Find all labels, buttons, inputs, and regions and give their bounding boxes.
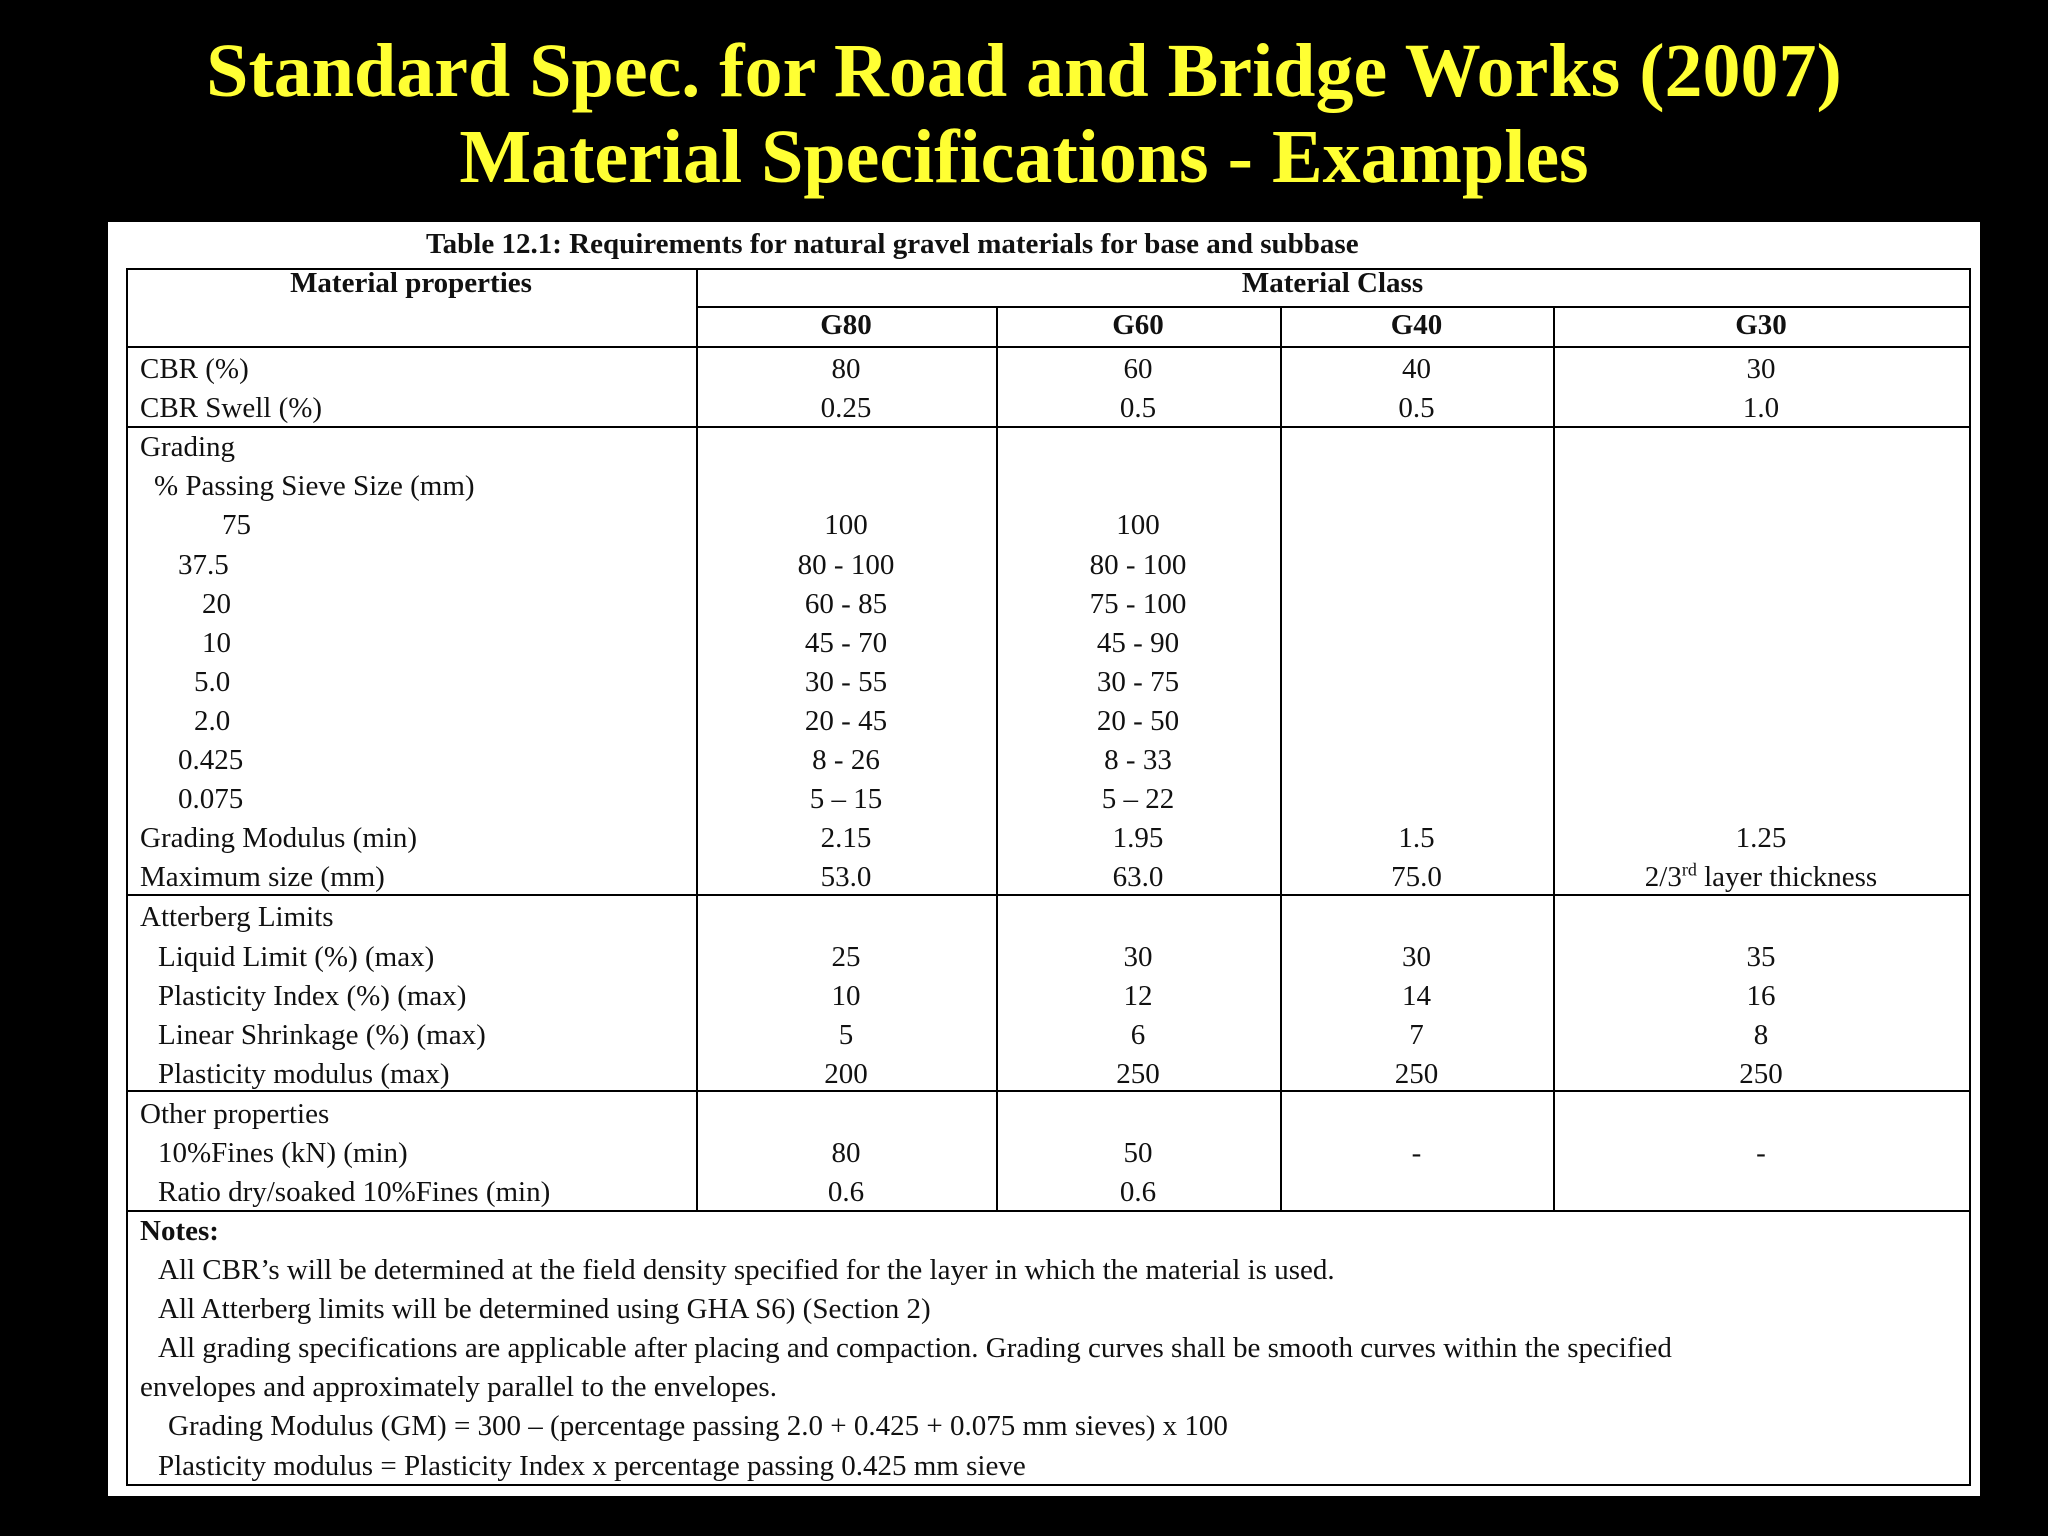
- row-label: 20: [202, 587, 231, 620]
- notes-heading: Notes:: [140, 1215, 219, 1247]
- table-cell: 250: [1116, 1057, 1160, 1090]
- table-cell: 25: [831, 940, 861, 973]
- row-label: CBR Swell (%): [140, 392, 323, 425]
- table-cell: 5 – 15: [809, 783, 883, 816]
- table-cell: 45 - 90: [1096, 626, 1180, 659]
- table-cell: 250: [1739, 1057, 1783, 1090]
- table-cell: 5 – 22: [1101, 783, 1175, 816]
- table-cell: 5: [838, 1018, 854, 1051]
- header-material-class: Material Class: [1241, 267, 1424, 299]
- slide-title-line-2: Material Specifications - Examples: [459, 115, 1589, 199]
- row-label: 0.075: [178, 783, 244, 816]
- table-cell: 35: [1746, 940, 1776, 973]
- header-bottom-rule: [126, 346, 1971, 348]
- table-cell: 20 - 45: [804, 704, 888, 737]
- header-class-g30: G30: [1735, 309, 1787, 341]
- table-cell: 80: [831, 1137, 861, 1169]
- g30-max-size-suffix: layer thickness: [1696, 861, 1878, 894]
- table-cell: 250: [1394, 1057, 1439, 1090]
- row-label: Plasticity Index (%) (max): [158, 979, 467, 1012]
- table-caption: Table 12.1: Requirements for natural gravel materials for base and subbase: [426, 228, 1359, 260]
- row-label: Plasticity modulus (max): [158, 1057, 450, 1090]
- table-cell: 45 - 70: [804, 626, 888, 659]
- table-cell: 10: [831, 979, 861, 1012]
- row-label: 75: [222, 509, 251, 542]
- spec-table-panel: [108, 222, 1980, 1496]
- row-label: Other properties: [140, 1097, 330, 1130]
- table-cell: 80: [831, 353, 861, 385]
- table-cell: 6: [1130, 1018, 1146, 1051]
- cell-g30-max-size: [1553, 858, 1969, 897]
- table-cell: 100: [824, 509, 868, 542]
- row-label: 0.425: [178, 744, 244, 776]
- row-label: Liquid Limit (%) (max): [158, 940, 435, 973]
- table-border-right: [1969, 268, 1971, 1486]
- table-cell: 1.5: [1398, 822, 1435, 855]
- table-cell: 30: [1402, 940, 1431, 973]
- table-cell: 30 - 75: [1096, 665, 1180, 698]
- table-cell: 30: [1123, 940, 1153, 973]
- slide-title-line-1: Standard Spec. for Road and Bridge Works (2007): [206, 29, 1842, 113]
- row-label: Grading Modulus (min): [140, 822, 418, 855]
- table-cell: 80 - 100: [797, 548, 895, 581]
- table-cell: 50: [1123, 1137, 1153, 1169]
- row-label: Atterberg Limits: [140, 901, 334, 934]
- table-cell: 0.25: [820, 392, 872, 425]
- header-material-properties: Material properties: [290, 267, 532, 299]
- table-cell: 63.0: [1112, 861, 1164, 894]
- row-label: CBR (%): [140, 353, 249, 385]
- notes-line: All Atterberg limits will be determined using GHA S6) (Section 2): [158, 1293, 931, 1326]
- table-cell: 40: [1402, 353, 1431, 385]
- table-cell: 60 - 85: [804, 587, 888, 620]
- table-cell: 200: [824, 1057, 868, 1090]
- notes-line: Plasticity modulus = Plasticity Index x percentage passing 0.425 mm sieve: [158, 1449, 1026, 1482]
- header-class-g80: G80: [820, 309, 872, 341]
- row-label: Maximum size (mm): [140, 861, 385, 894]
- table-cell: 75.0: [1391, 861, 1442, 894]
- table-cell: 8 - 26: [812, 744, 880, 776]
- table-cell: 2.15: [820, 822, 872, 855]
- table-cell: 1.0: [1742, 392, 1780, 425]
- row-label: 37.5: [178, 548, 229, 581]
- table-cell: 30 - 55: [804, 665, 888, 698]
- table-cell: 1.25: [1735, 822, 1787, 855]
- row-label: 10%Fines (kN) (min): [158, 1137, 408, 1169]
- row-label: 2.0: [194, 704, 231, 737]
- slide-title: [0, 28, 2048, 200]
- table-cell: 8 - 33: [1104, 744, 1172, 776]
- table-cell: 53.0: [820, 861, 872, 894]
- g30-max-size-superscript: rd: [1681, 859, 1697, 880]
- table-cell: 75 - 100: [1089, 587, 1187, 620]
- table-cell: 12: [1123, 979, 1153, 1012]
- table-cell: 0.5: [1119, 392, 1157, 425]
- table-cell: 60: [1123, 353, 1153, 385]
- header-class-g60: G60: [1112, 309, 1164, 341]
- notes-line: All grading specifications are applicable after placing and compaction. Grading curves shall be smooth curves within the specified: [158, 1332, 1672, 1365]
- row-label: Grading: [140, 431, 236, 464]
- row-label: Linear Shrinkage (%) (max): [158, 1018, 486, 1051]
- row-label: Ratio dry/soaked 10%Fines (min): [158, 1176, 551, 1209]
- table-cell: 30: [1746, 353, 1776, 385]
- notes-line: Grading Modulus (GM) = 300 – (percentage passing 2.0 + 0.425 + 0.075 mm sieves) x 100: [168, 1410, 1228, 1443]
- row-label: 5.0: [194, 665, 231, 698]
- table-cell: -: [1411, 1137, 1422, 1169]
- table-cell: 0.6: [1119, 1176, 1157, 1209]
- table-cell: 8: [1753, 1018, 1769, 1051]
- notes-line: All CBR’s will be determined at the field density specified for the layer in which the material is used.: [158, 1254, 1335, 1286]
- table-border-left: [126, 268, 128, 1486]
- row-label: % Passing Sieve Size (mm): [154, 470, 475, 503]
- g30-max-size-fraction: 2/3: [1644, 861, 1682, 894]
- table-cell: 0.5: [1398, 392, 1435, 425]
- table-cell: 16: [1746, 979, 1776, 1012]
- notes-line: envelopes and approximately parallel to the envelopes.: [140, 1371, 777, 1404]
- table-cell: 0.6: [827, 1176, 865, 1209]
- table-cell: 1.95: [1112, 822, 1164, 855]
- table-cell: 100: [1116, 509, 1160, 542]
- table-cell: 80 - 100: [1089, 548, 1187, 581]
- row-label: 10: [202, 626, 231, 659]
- table-cell: 7: [1409, 1018, 1424, 1051]
- table-cell: -: [1756, 1137, 1766, 1169]
- table-cell: 20 - 50: [1096, 704, 1180, 737]
- header-class-g40: G40: [1390, 309, 1443, 341]
- table-cell: 14: [1402, 979, 1431, 1012]
